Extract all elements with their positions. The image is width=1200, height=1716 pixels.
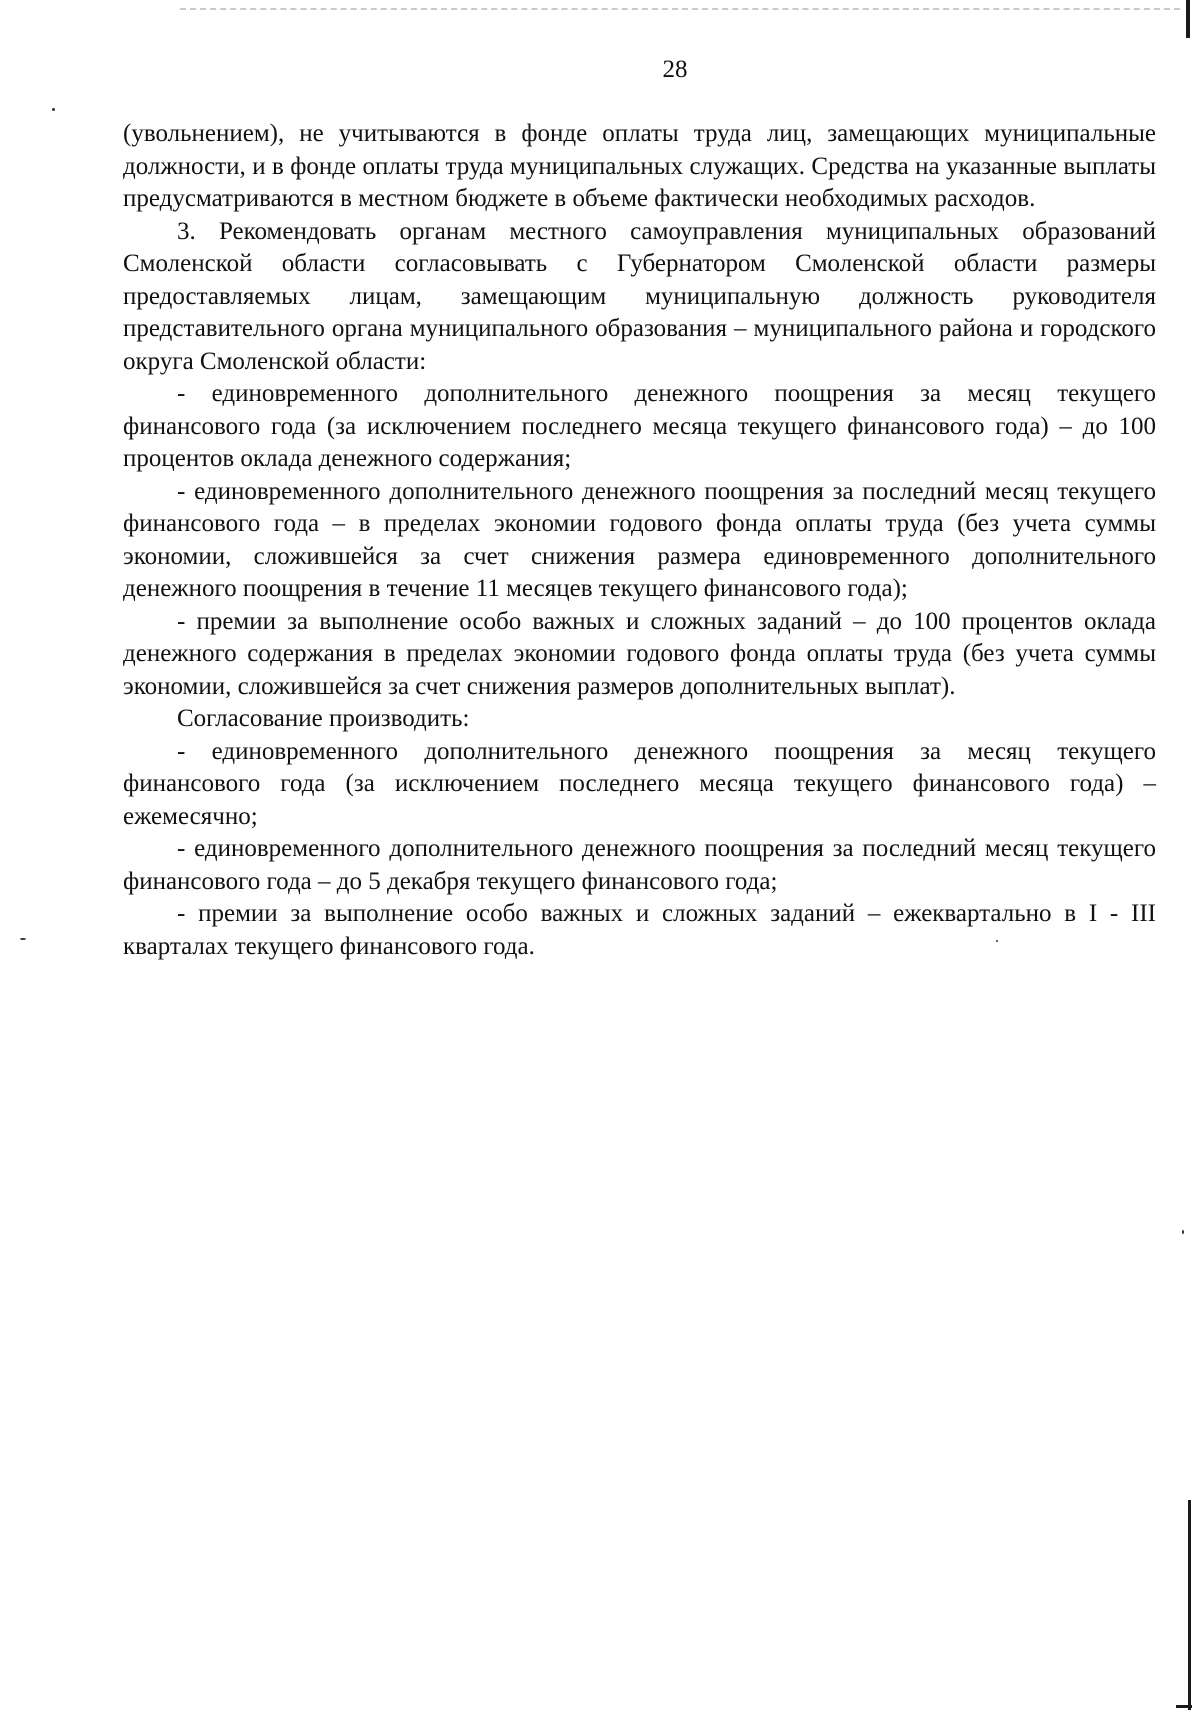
list-item: - премии за выполнение особо важных и сложных заданий – до 100 процентов оклада денежного содержания в пределах экономии годового фонда оплаты труда (без учета суммы экономии, сложившейся за счет снижения размеров дополнительных выплат). — [123, 607, 1156, 700]
scan-speck — [1182, 1230, 1184, 1234]
scan-top-edge — [180, 8, 1180, 10]
paragraph-item-3: 3. Рекомендовать органам местного самоуправления муниципальных образований Смоленской области согласовывать с Губернатором Смоленской области размеры предоставляемых лицам, замещающим муниципальную должность руководителя представительного органа муниципального образования – муниципального района и городского округа Смоленской области: — [123, 217, 1156, 375]
scan-speck — [20, 938, 26, 940]
list-item: - единовременного дополнительного денежного поощрения за последний месяц текущего финансового года – до 5 декабря текущего финансового года; — [123, 835, 1156, 895]
paragraph-continuation: (увольнением), не учитываются в фонде оплаты труда лиц, замещающих муниципальные должности, и в фонде оплаты труда муниципальных служащих. Средства на указанные выплаты предусматриваются в местном бюджете в объеме фактически необходимых расходов. — [123, 120, 1156, 212]
page-number: 28 — [662, 56, 688, 83]
scan-right-edge-foot — [1176, 1705, 1192, 1708]
paragraph-approval-heading: Согласование производить: — [177, 705, 470, 732]
scan-right-edge-top — [1186, 0, 1190, 38]
scan-right-edge-bottom — [1188, 1500, 1191, 1710]
list-item: - премии за выполнение особо важных и сложных заданий – ежеквартально в I - III кварталах текущего финансового года. — [123, 900, 1156, 960]
list-item: - единовременного дополнительного денежного поощрения за месяц текущего финансового года (за исключением последнего месяца текущего финансового года) – до 100 процентов оклада денежного содержания; — [123, 380, 1156, 472]
scan-speck — [52, 108, 55, 111]
list-item: - единовременного дополнительного денежного поощрения за последний месяц текущего финансового года – в пределах экономии годового фонда оплаты труда (без учета суммы экономии, сложившейся за счет снижения размера единовременного дополнительного денежного поощрения в течение 11 месяцев текущего финансового года); — [123, 477, 1156, 602]
document-body — [123, 118, 1156, 963]
list-item: - единовременного дополнительного денежного поощрения за месяц текущего финансового года (за исключением последнего месяца текущего финансового года) – ежемесячно; — [123, 737, 1156, 830]
